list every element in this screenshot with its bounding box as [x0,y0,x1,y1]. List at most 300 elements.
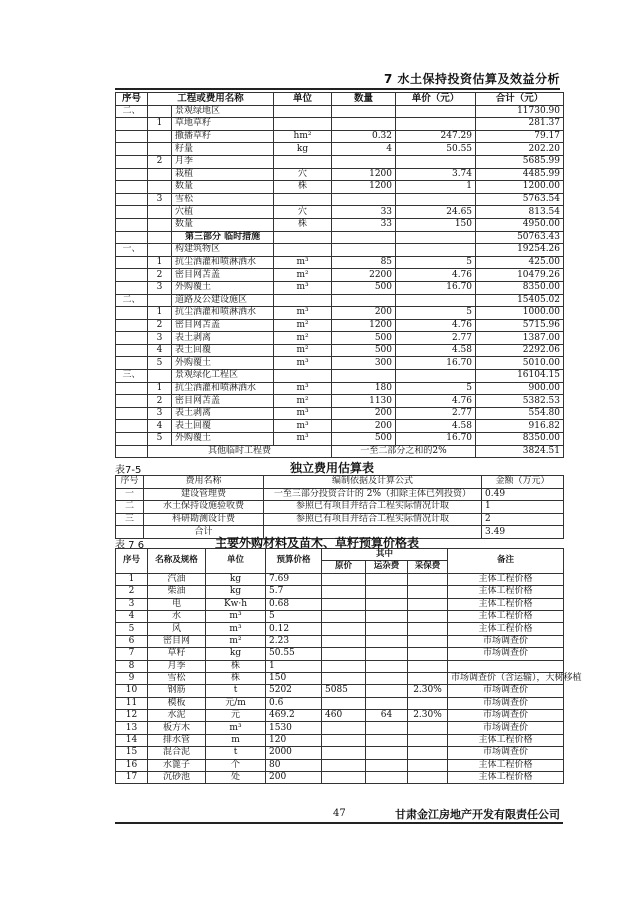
table-row [116,105,564,118]
table-cell: m³ [274,357,332,370]
table-cell: 道路及公建设施区 [172,294,274,307]
table-cell: kg [206,648,266,660]
table-row [116,513,564,526]
table-row [116,118,564,131]
table-cell: 一 [116,488,144,501]
table-cell [322,623,366,635]
table-cell: 市场调查价 [448,697,564,709]
page-number: 47 [333,808,346,819]
table-cell: 64 [366,710,408,722]
table-cell: 参照已有项目并结合工程实际情况计取 [264,513,482,526]
table-cell: 1200 [332,168,396,181]
table-cell [408,734,448,746]
table-cell: m² [274,332,332,345]
table-row [116,710,564,722]
chapter-title: 7 水土保持投资估算及效益分析 [383,72,560,86]
table-cell [322,734,366,746]
table-cell: t [206,685,266,697]
table-cell: 120 [266,734,322,746]
table-cell: 2000 [266,747,322,759]
table-cell: 抗尘洒灌和喷淋洒水 [172,307,274,320]
table-cell: 11 [116,697,148,709]
table-cell [408,672,448,684]
table-cell: 混合泥 [148,747,206,759]
table-cell [366,747,408,759]
table-cell [408,697,448,709]
col-header: 序号 [116,549,148,574]
col-header: 费用名称 [144,476,264,489]
table-cell: 50.55 [266,648,322,660]
table-cell [274,193,332,206]
table-cell [322,672,366,684]
table-cell [116,281,148,294]
table-cell: t [206,747,266,759]
table-row [116,586,564,598]
table-cell: m³ [274,382,332,395]
table-row [116,256,564,269]
table-cell: 1 [482,501,564,514]
table-cell: 1 [116,573,148,585]
table-cell: 一至二部分之和的2% [332,445,476,458]
table-cell [274,231,332,244]
table-row [116,244,564,257]
table-cell: 300 [332,357,396,370]
table-cell: 表土剥离 [172,332,274,345]
table-cell: 草籽 [148,648,206,660]
table-cell [366,734,408,746]
table-row [116,635,564,647]
table-cell: 密目网苫盖 [172,269,274,282]
table-cell: 460 [322,710,366,722]
table-cell: 6 [116,635,148,647]
table-cell [396,294,476,307]
table-cell: 5715.96 [476,319,564,332]
table-cell: 2292.06 [476,344,564,357]
table-cell: 表土回覆 [172,420,274,433]
table-cell: 80 [266,759,322,771]
table-cell: m² [274,269,332,282]
table-cell: m² [274,344,332,357]
table-cell: 200 [332,420,396,433]
table-cell: 5 [148,357,172,370]
table-cell: 200 [332,407,396,420]
independent-cost-table [115,475,564,539]
table-cell: 554.80 [476,407,564,420]
table-header-row [116,476,564,489]
col-header: 序号 [116,476,144,489]
table-cell: 主体工程价格 [448,598,564,610]
table-cell: 密目网苫盖 [172,395,274,408]
table-cell [148,218,172,231]
table-cell [366,697,408,709]
table-cell: 2 [148,155,172,168]
table-cell: 构建筑物区 [172,244,274,257]
table-cell [116,332,148,345]
table-cell [322,648,366,660]
table-cell [366,623,408,635]
table-cell [116,382,148,395]
table-cell [116,307,148,320]
table-cell: 株 [206,660,266,672]
table-cell: 处 [206,772,266,784]
table-cell: 草地草籽 [172,118,274,131]
table-cell: 8 [116,660,148,672]
table-cell: 500 [332,332,396,345]
table-cell [116,269,148,282]
table-cell [116,357,148,370]
table-cell [148,370,172,383]
table-cell [396,105,476,118]
table-cell: 沉砂池 [148,772,206,784]
table-cell: 建设管理费 [144,488,264,501]
table-cell: 主体工程价格 [448,573,564,585]
table-cell: 3 [148,193,172,206]
table-cell [322,759,366,771]
col-header: 合计（元） [476,93,564,106]
table-row [116,231,564,244]
col-header: 编制依据及计算公式 [264,476,482,489]
table-cell: 500 [332,344,396,357]
table-cell [274,105,332,118]
table-cell: m² [274,319,332,332]
table-cell [274,244,332,257]
table-cell: 4 [116,610,148,622]
table-cell: 500 [332,281,396,294]
table-cell [148,244,172,257]
table-cell: 9 [116,672,148,684]
table-cell: 16.70 [396,357,476,370]
table-cell [408,747,448,759]
table-cell [116,395,148,408]
table-row [116,610,564,622]
table-cell [396,118,476,131]
table-cell: 5085 [322,685,366,697]
table-row [116,193,564,206]
table-cell [408,722,448,734]
col-header: 运杂费 [366,561,408,573]
table-cell: 主体工程价格 [448,623,564,635]
table-cell: 月季 [172,155,274,168]
table-cell: 穴 [274,206,332,219]
table-cell: 5 [116,623,148,635]
table-cell: 8350.00 [476,281,564,294]
table-cell: 4 [332,143,396,156]
col-header: 名称及规格 [148,549,206,574]
table-cell: m³ [274,256,332,269]
col-header: 采保费 [408,561,448,573]
table-cell [148,105,172,118]
table-cell: 3 [116,598,148,610]
table-cell: 13 [116,722,148,734]
table-cell: 合计 [144,526,264,539]
table-cell: 5 [266,610,322,622]
table-cell: 2.30% [408,685,448,697]
table-cell: 5763.54 [476,193,564,206]
table-row [116,181,564,194]
table-cell: 2 [482,513,564,526]
table-cell: 8350.00 [476,433,564,446]
table-cell [116,344,148,357]
table-cell: kg [274,143,332,156]
table-cell: 主体工程价格 [448,734,564,746]
table-cell: 4.76 [396,269,476,282]
table-row [116,747,564,759]
table-cell: 1000.00 [476,307,564,320]
table-cell: 4485.99 [476,168,564,181]
table-row [116,281,564,294]
table-cell [408,623,448,635]
table-cell: 4.58 [396,344,476,357]
table-cell [116,193,148,206]
col-header: 备注 [448,549,564,574]
table-row [116,206,564,219]
table-cell: 2.23 [266,635,322,647]
table-cell: 市场调查价 [448,710,564,722]
table-cell: 4 [148,420,172,433]
table-row [116,155,564,168]
table-cell: 三、 [116,370,148,383]
table-cell: 元/m [206,697,266,709]
table-cell [332,155,396,168]
table-cell: 株 [274,181,332,194]
col-header: 单价（元） [396,93,476,106]
table-cell: 281.37 [476,118,564,131]
table-cell: 7 [116,648,148,660]
table-row [116,685,564,697]
table-cell: 数量 [172,218,274,231]
table-cell [366,573,408,585]
table-cell: 3 [148,281,172,294]
table-cell: 469.2 [266,710,322,722]
table-cell: 主体工程价格 [448,610,564,622]
table-cell: 1387.00 [476,332,564,345]
table-cell: 外购覆土 [172,433,274,446]
table-cell: 元 [206,710,266,722]
table-row [116,623,564,635]
table-cell: 电 [148,598,206,610]
table-title: 独立费用估算表 [290,461,375,475]
table-row [116,488,564,501]
table-cell [408,635,448,647]
table-cell: 2 [148,395,172,408]
table-cell [148,168,172,181]
table-row [116,344,564,357]
table-cell: hm² [274,130,332,143]
table-cell: 1 [266,660,322,672]
table-cell: 5 [396,382,476,395]
table-cell [322,747,366,759]
table-cell: 市场调查价 [448,685,564,697]
table-cell: 4 [148,344,172,357]
table-cell: 模板 [148,697,206,709]
table-row [116,598,564,610]
table-cell [408,660,448,672]
table-cell: 1 [148,118,172,131]
table-cell [332,118,396,131]
table-cell: 密目网 [148,635,206,647]
table-cell: 5.7 [266,586,322,598]
table-cell: 板方木 [148,722,206,734]
table-cell: 900.00 [476,382,564,395]
table-cell [408,598,448,610]
table-cell: 1200 [332,319,396,332]
table-header-row [116,93,564,106]
table-cell [116,319,148,332]
table-cell [116,218,148,231]
table-cell: 5685.99 [476,155,564,168]
table-cell: m³ [206,623,266,635]
table-cell: m³ [206,722,266,734]
table-cell [116,231,148,244]
table-cell: m² [274,395,332,408]
table-row [116,319,564,332]
table-cell: 表土剥离 [172,407,274,420]
table-cell: 外购覆土 [172,281,274,294]
table-cell: 12 [116,710,148,722]
table-cell: 15405.02 [476,294,564,307]
table-cell: kg [206,573,266,585]
table-cell [366,586,408,598]
table-cell: 202.20 [476,143,564,156]
table-cell [332,231,396,244]
col-header: 预算价格 [266,549,322,574]
table-cell: 穴 [274,168,332,181]
table-cell: 水篦子 [148,759,206,771]
table-cell: 3.74 [396,168,476,181]
table-cell: 排水管 [148,734,206,746]
table-cell: 市场调查价 [448,722,564,734]
table-cell [448,660,564,672]
table-cell: 第三部分 临时措施 [172,231,274,244]
material-price-table [115,548,582,784]
table-cell: 株 [206,672,266,684]
table-cell: 247.29 [396,130,476,143]
table-cell: 3 [148,407,172,420]
table-cell [148,143,172,156]
table-cell: 4.76 [396,395,476,408]
table-cell: 市场调查价（含运输），大树移植 [448,672,564,684]
table-cell: 3.49 [482,526,564,539]
table-cell: 二、 [116,105,148,118]
table-label: 表 7 6 [115,540,145,551]
table-cell: m³ [274,407,332,420]
footer-divider [115,822,563,824]
table-row [116,218,564,231]
table-cell [408,610,448,622]
table-cell [148,181,172,194]
table-cell: 汽油 [148,573,206,585]
table-row [116,294,564,307]
table-cell: 0.68 [266,598,322,610]
table-cell: 5010.00 [476,357,564,370]
table-cell: 柴油 [148,586,206,598]
table-cell [322,772,366,784]
table-cell [408,573,448,585]
table-cell: 市场调查价 [448,648,564,660]
table-cell: 33 [332,218,396,231]
table-cell [366,772,408,784]
table-cell [366,648,408,660]
table-cell: 11730.90 [476,105,564,118]
table-cell: 19254.26 [476,244,564,257]
table-cell: 风 [148,623,206,635]
table-cell: 三 [116,513,144,526]
table-cell [274,370,332,383]
table-cell: 180 [332,382,396,395]
table-cell [116,143,148,156]
table-cell [408,759,448,771]
table-cell [322,598,366,610]
cost-estimate-table [115,92,564,458]
table-cell: 抗尘洒灌和喷淋洒水 [172,256,274,269]
table-cell: 425.00 [476,256,564,269]
table-cell [116,155,148,168]
table-cell [408,586,448,598]
table-cell: 1200 [332,181,396,194]
table-cell: 5 [396,307,476,320]
table-cell: 主体工程价格 [448,586,564,598]
table-row [116,407,564,420]
table-cell: 17 [116,772,148,784]
table-cell [396,231,476,244]
table-cell: 二 [116,501,144,514]
col-header: 其中 [322,549,448,561]
table-cell: 5382.53 [476,395,564,408]
table-cell [332,193,396,206]
table-cell: 5 [148,433,172,446]
table-row [116,722,564,734]
table-cell: 二、 [116,294,148,307]
table-cell: 籽量 [172,143,274,156]
table-cell: 4950.00 [476,218,564,231]
table-row [116,433,564,446]
table-cell: 参照已有项目并结合工程实际情况计取 [264,501,482,514]
table-label: 表7-5 [115,465,142,476]
table-row [116,307,564,320]
table-row [116,759,564,771]
table-cell: 雪松 [148,672,206,684]
table-cell [322,697,366,709]
table-cell: 916.82 [476,420,564,433]
table-cell: m [206,734,266,746]
table-cell: 2.77 [396,407,476,420]
table-cell [332,294,396,307]
table-cell: 1 [396,181,476,194]
table-cell: 15 [116,747,148,759]
table-row [116,772,564,784]
table-cell: 16104.15 [476,370,564,383]
table-cell: 抗尘洒灌和喷淋洒水 [172,382,274,395]
table-row [116,357,564,370]
table-cell: 2.77 [396,332,476,345]
table-cell: 813.54 [476,206,564,219]
table-row [116,143,564,156]
table-cell [396,370,476,383]
col-header: 数量 [332,93,396,106]
table-cell: 市场调查价 [448,635,564,647]
table-row [116,501,564,514]
table-cell: 其他临时工程费 [148,445,332,458]
table-cell: 株 [274,218,332,231]
table-cell [322,610,366,622]
table-cell: 科研勘测设计费 [144,513,264,526]
table-cell: 150 [396,218,476,231]
table-cell [396,244,476,257]
table-cell: 水土保持设施验收费 [144,501,264,514]
table-cell [396,193,476,206]
table-cell: 2.30% [408,710,448,722]
table-cell [366,660,408,672]
